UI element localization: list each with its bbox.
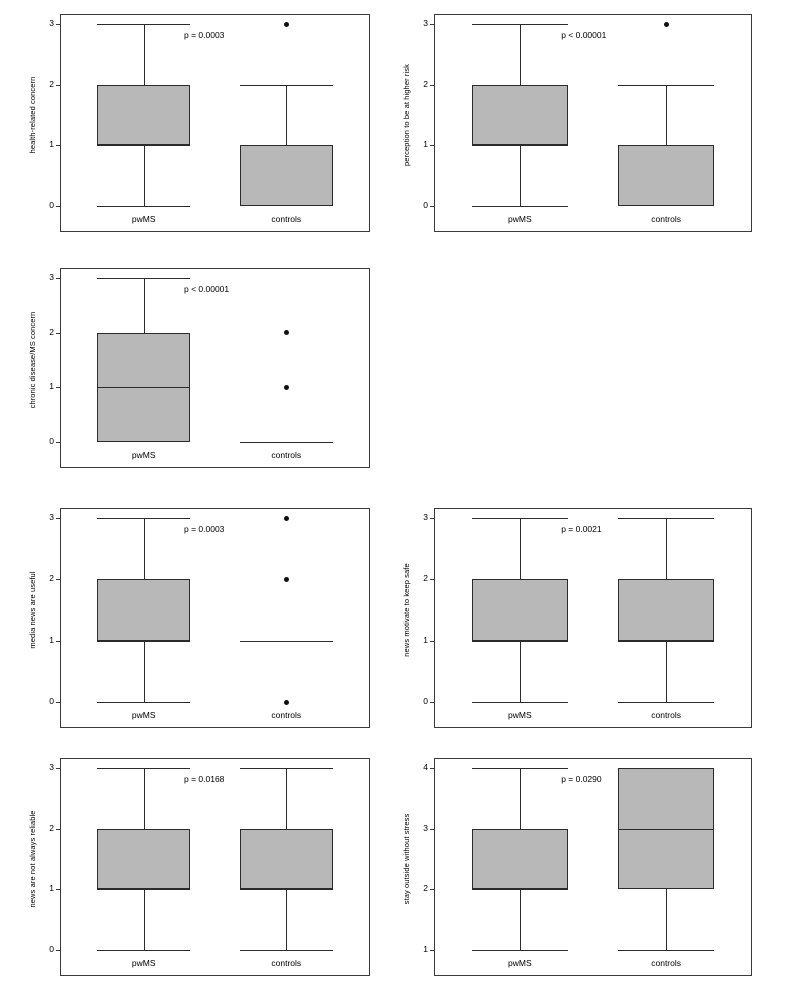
y-tick-mark bbox=[56, 387, 60, 388]
whisker-cap-upper bbox=[472, 518, 567, 519]
x-tick-label-controls: controls bbox=[271, 958, 302, 968]
whisker-cap-upper bbox=[240, 768, 333, 769]
x-tick-label-controls: controls bbox=[651, 214, 681, 224]
whisker-lower bbox=[666, 889, 667, 950]
y-tick-label: 1 bbox=[49, 381, 54, 392]
whisker-upper bbox=[520, 768, 521, 829]
whisker-cap-upper bbox=[618, 85, 713, 86]
y-tick-mark bbox=[56, 145, 60, 146]
whisker-upper bbox=[666, 518, 667, 579]
panel-stay-outside-without-stress bbox=[404, 752, 764, 1000]
whisker-cap-lower bbox=[472, 702, 567, 703]
y-axis-label: news are not always reliable bbox=[28, 810, 37, 908]
y-tick-label: 0 bbox=[423, 696, 428, 706]
whisker-upper bbox=[144, 518, 145, 579]
y-tick-label: 2 bbox=[423, 573, 428, 584]
box-pwms bbox=[472, 579, 567, 640]
y-tick-label: 1 bbox=[423, 634, 428, 645]
whisker-lower bbox=[520, 889, 521, 950]
y-tick-label: 0 bbox=[49, 200, 54, 210]
outlier-point bbox=[664, 22, 669, 27]
outlier-point bbox=[284, 700, 289, 705]
whisker-cap-lower bbox=[472, 950, 567, 951]
panel-chronic-disease-concern bbox=[30, 262, 378, 490]
y-tick-mark bbox=[56, 442, 60, 443]
y-tick-label: 3 bbox=[49, 18, 54, 28]
box-controls bbox=[240, 145, 333, 206]
x-tick-label-pwms: pwMS bbox=[131, 450, 156, 460]
y-tick-label: 2 bbox=[49, 326, 54, 337]
y-tick-label: 3 bbox=[49, 512, 54, 522]
p-value-annotation: p = 0.0168 bbox=[184, 774, 225, 784]
outlier-point bbox=[284, 22, 289, 27]
y-axis-label: media news are useful bbox=[28, 571, 37, 649]
p-value-annotation: p = 0.0003 bbox=[184, 30, 225, 40]
box-pwms bbox=[97, 579, 190, 640]
p-value-annotation: p < 0.00001 bbox=[184, 284, 230, 294]
x-tick-label-pwms: pwMS bbox=[508, 958, 532, 968]
y-tick-label: 3 bbox=[423, 18, 428, 28]
median-line bbox=[97, 387, 190, 388]
panel-media-news-useful bbox=[30, 502, 378, 750]
whisker-upper bbox=[666, 85, 667, 146]
y-tick-label: 2 bbox=[423, 883, 428, 894]
x-tick-label-pwms: pwMS bbox=[508, 214, 532, 224]
y-tick-label: 0 bbox=[49, 696, 54, 706]
whisker-lower bbox=[286, 889, 287, 950]
y-tick-mark bbox=[56, 829, 60, 830]
whisker-lower bbox=[144, 889, 145, 950]
whisker-lower bbox=[520, 145, 521, 206]
y-tick-mark bbox=[430, 579, 434, 580]
whisker-cap-lower bbox=[97, 950, 190, 951]
whisker-cap-upper bbox=[97, 278, 190, 279]
y-tick-mark bbox=[56, 278, 60, 279]
y-tick-mark bbox=[56, 206, 60, 207]
whisker-upper bbox=[286, 85, 287, 146]
whisker-cap-upper bbox=[618, 518, 713, 519]
y-tick-mark bbox=[430, 206, 434, 207]
y-tick-mark bbox=[56, 333, 60, 334]
whisker-cap-lower bbox=[97, 702, 190, 703]
whisker-lower bbox=[144, 641, 145, 702]
box-controls bbox=[240, 829, 333, 890]
x-tick-label-controls: controls bbox=[271, 450, 302, 460]
outlier-point bbox=[284, 385, 289, 390]
y-tick-label: 1 bbox=[49, 139, 54, 150]
whisker-upper bbox=[144, 24, 145, 85]
whisker-cap-lower bbox=[240, 950, 333, 951]
whisker-upper bbox=[144, 768, 145, 829]
y-tick-label: 4 bbox=[423, 762, 428, 772]
p-value-annotation: p < 0.00001 bbox=[561, 30, 607, 40]
y-tick-mark bbox=[430, 768, 434, 769]
median-line bbox=[618, 829, 713, 830]
y-tick-mark bbox=[56, 641, 60, 642]
y-tick-label: 3 bbox=[49, 762, 54, 772]
y-axis-label: health-related concern bbox=[28, 76, 37, 154]
whisker-cap-lower bbox=[618, 950, 713, 951]
y-tick-mark bbox=[430, 889, 434, 890]
y-tick-mark bbox=[430, 85, 434, 86]
whisker-cap-lower bbox=[97, 206, 190, 207]
whisker-lower bbox=[520, 641, 521, 702]
x-tick-label-controls: controls bbox=[271, 710, 302, 720]
whisker-lower bbox=[144, 145, 145, 206]
panel-news-not-always-reliable bbox=[30, 752, 378, 1000]
y-tick-label: 2 bbox=[423, 78, 428, 89]
y-tick-label: 0 bbox=[49, 436, 54, 446]
y-tick-label: 3 bbox=[423, 822, 428, 833]
whisker-upper bbox=[144, 278, 145, 333]
y-tick-label: 1 bbox=[49, 634, 54, 645]
panel-health-related-concern bbox=[30, 8, 378, 256]
outlier-point bbox=[284, 330, 289, 335]
y-tick-mark bbox=[430, 518, 434, 519]
panel-perception-higher-risk bbox=[404, 8, 764, 256]
y-tick-mark bbox=[56, 702, 60, 703]
box-controls bbox=[618, 145, 713, 206]
y-tick-mark bbox=[430, 702, 434, 703]
y-tick-label: 2 bbox=[49, 573, 54, 584]
median-line bbox=[240, 145, 333, 146]
x-tick-label-controls: controls bbox=[651, 958, 681, 968]
box-pwms bbox=[472, 829, 567, 890]
box-pwms bbox=[472, 85, 567, 146]
y-tick-mark bbox=[56, 24, 60, 25]
p-value-annotation: p = 0.0021 bbox=[561, 524, 602, 534]
y-tick-mark bbox=[430, 829, 434, 830]
collapsed-box-line bbox=[240, 442, 333, 443]
whisker-cap-lower bbox=[618, 702, 713, 703]
y-tick-mark bbox=[56, 518, 60, 519]
x-tick-label-pwms: pwMS bbox=[131, 958, 156, 968]
y-axis-label: chronic disease/MS concern bbox=[28, 311, 37, 409]
panel-news-motivate-keep-safe bbox=[404, 502, 764, 750]
y-tick-label: 3 bbox=[423, 512, 428, 522]
x-tick-label-pwms: pwMS bbox=[131, 214, 156, 224]
p-value-annotation: p = 0.0003 bbox=[184, 524, 225, 534]
whisker-cap-upper bbox=[472, 768, 567, 769]
y-tick-mark bbox=[56, 889, 60, 890]
box-pwms bbox=[97, 829, 190, 890]
x-tick-label-pwms: pwMS bbox=[131, 710, 156, 720]
y-tick-label: 0 bbox=[423, 200, 428, 210]
whisker-lower bbox=[666, 641, 667, 702]
y-tick-mark bbox=[56, 85, 60, 86]
whisker-cap-upper bbox=[472, 24, 567, 25]
whisker-upper bbox=[520, 518, 521, 579]
whisker-cap-upper bbox=[240, 85, 333, 86]
y-axis-label: perception to be at higher risk bbox=[402, 64, 411, 166]
outlier-point bbox=[284, 516, 289, 521]
y-tick-label: 0 bbox=[49, 944, 54, 954]
y-tick-label: 1 bbox=[49, 883, 54, 894]
whisker-cap-upper bbox=[97, 518, 190, 519]
y-tick-label: 2 bbox=[49, 78, 54, 89]
whisker-cap-upper bbox=[97, 768, 190, 769]
outlier-point bbox=[284, 577, 289, 582]
x-tick-label-controls: controls bbox=[271, 214, 302, 224]
y-tick-mark bbox=[56, 768, 60, 769]
y-tick-mark bbox=[430, 641, 434, 642]
y-axis-label: stay outside without stress bbox=[402, 813, 411, 905]
y-tick-mark bbox=[56, 950, 60, 951]
y-tick-label: 1 bbox=[423, 944, 428, 954]
y-tick-label: 3 bbox=[49, 272, 54, 282]
x-tick-label-controls: controls bbox=[651, 710, 681, 720]
median-line bbox=[618, 145, 713, 146]
box-controls bbox=[618, 579, 713, 640]
box-pwms bbox=[97, 85, 190, 146]
whisker-upper bbox=[520, 24, 521, 85]
y-tick-mark bbox=[430, 24, 434, 25]
p-value-annotation: p = 0.0290 bbox=[561, 774, 602, 784]
y-tick-label: 2 bbox=[49, 822, 54, 833]
whisker-cap-upper bbox=[97, 24, 190, 25]
collapsed-box-line bbox=[240, 641, 333, 642]
y-tick-mark bbox=[56, 579, 60, 580]
whisker-upper bbox=[286, 768, 287, 829]
y-tick-mark bbox=[430, 145, 434, 146]
y-tick-label: 1 bbox=[423, 139, 428, 150]
y-tick-mark bbox=[430, 950, 434, 951]
whisker-cap-lower bbox=[472, 206, 567, 207]
x-tick-label-pwms: pwMS bbox=[508, 710, 532, 720]
y-axis-label: news motivate to keep safe bbox=[402, 563, 411, 657]
